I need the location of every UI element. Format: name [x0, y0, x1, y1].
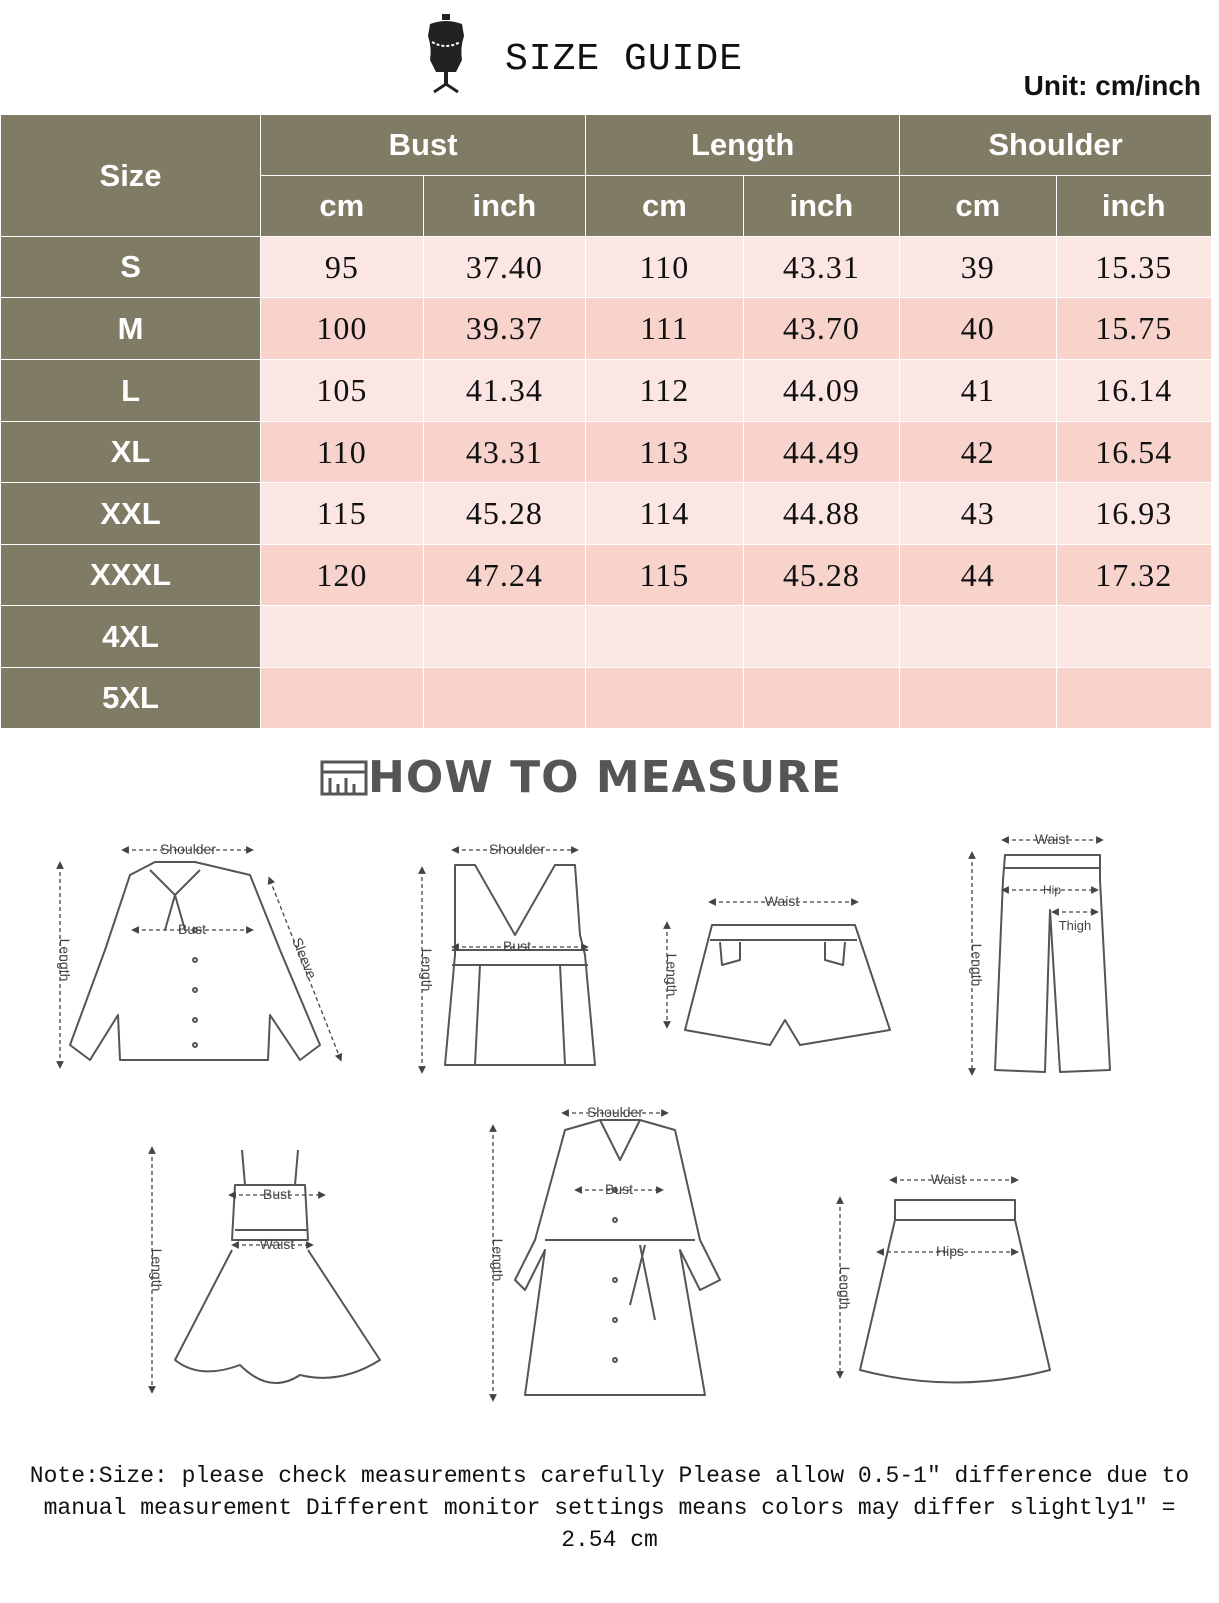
page-title: SIZE GUIDE [505, 38, 744, 81]
dress-diagram [175, 1150, 380, 1383]
table-cell: 112 [586, 360, 743, 422]
blouse-diagram [70, 862, 320, 1060]
table-cell: 43.70 [743, 298, 899, 360]
table-row [1, 360, 1212, 422]
ruler-icon [320, 758, 368, 798]
table-cell: 110 [261, 422, 424, 483]
table-cell [586, 668, 743, 729]
table-cell: 47.24 [423, 545, 586, 606]
size-label: M [1, 298, 261, 360]
table-row [1, 606, 1212, 668]
table-cell: 113 [586, 422, 743, 483]
table-cell: 43.31 [423, 422, 586, 483]
waist-label: Waist [1034, 831, 1070, 847]
mannequin-icon [420, 14, 472, 94]
size-label: 4XL [1, 606, 261, 668]
table-row [1, 483, 1212, 545]
size-label: S [1, 237, 261, 298]
length-label: Length [837, 1266, 853, 1310]
unit-subheader: cm [900, 176, 1056, 237]
table-cell: 16.14 [1056, 360, 1212, 422]
table-cell [900, 606, 1056, 668]
table-row [1, 545, 1212, 606]
table-cell [261, 668, 424, 729]
table-cell: 111 [586, 298, 743, 360]
how-to-measure-heading [320, 752, 842, 803]
table-row [1, 298, 1212, 360]
table-cell: 42 [900, 422, 1056, 483]
table-cell [1056, 606, 1212, 668]
table-cell [423, 668, 586, 729]
table-row [1, 668, 1212, 729]
unit-subheader: inch [1056, 176, 1212, 237]
table-cell: 15.35 [1056, 237, 1212, 298]
bust-label: Bust [262, 1186, 292, 1202]
sleeve-label: Sleeve [289, 935, 321, 981]
size-guide-header [0, 0, 1219, 110]
shoulder-label: Shoulder [586, 1104, 644, 1120]
bust-label: Bust [604, 1181, 634, 1197]
table-cell: 95 [261, 237, 424, 298]
shoulder-label: Shoulder [159, 841, 217, 857]
table-cell: 39 [900, 237, 1056, 298]
table-cell [586, 606, 743, 668]
table-cell: 115 [261, 483, 424, 545]
table-cell: 105 [261, 360, 424, 422]
size-column-header: Size [1, 115, 261, 237]
length-label: Length [664, 953, 680, 997]
table-cell: 16.93 [1056, 483, 1212, 545]
length-label: Length [419, 948, 435, 992]
table-cell: 120 [261, 545, 424, 606]
shoulder-label: Shoulder [488, 841, 546, 857]
tank-top-diagram [445, 865, 595, 1065]
table-cell: 44.49 [743, 422, 899, 483]
table-cell: 37.40 [423, 237, 586, 298]
table-row [1, 237, 1212, 298]
unit-subheader: cm [586, 176, 743, 237]
waist-label: Waist [259, 1236, 295, 1252]
table-cell: 40 [900, 298, 1056, 360]
table-row [1, 422, 1212, 483]
garment-diagrams [0, 820, 1219, 1420]
table-cell [261, 606, 424, 668]
length-label: Length [57, 938, 73, 982]
trench-coat-diagram [515, 1120, 720, 1395]
size-label: XL [1, 422, 261, 483]
waist-label: Waist [930, 1171, 966, 1187]
table-cell: 44 [900, 545, 1056, 606]
table-cell: 41.34 [423, 360, 586, 422]
table-cell: 15.75 [1056, 298, 1212, 360]
bust-group-header: Bust [261, 115, 586, 176]
table-cell: 110 [586, 237, 743, 298]
bust-label: Bust [177, 921, 207, 937]
table-cell: 114 [586, 483, 743, 545]
size-table [0, 114, 1212, 729]
table-cell [423, 606, 586, 668]
how-to-measure-title: HOW TO MEASURE [368, 752, 843, 803]
length-label: Length [969, 943, 985, 987]
size-label: XXXL [1, 545, 261, 606]
table-cell [1056, 668, 1212, 729]
length-label: Length [490, 1238, 506, 1282]
waist-label: Waist [764, 893, 800, 909]
length-group-header: Length [586, 115, 900, 176]
table-cell [900, 668, 1056, 729]
shorts-diagram [685, 925, 890, 1045]
unit-subheader: inch [423, 176, 586, 237]
bust-label: Bust [502, 938, 532, 954]
table-cell: 43 [900, 483, 1056, 545]
table-cell: 17.32 [1056, 545, 1212, 606]
size-label: XXL [1, 483, 261, 545]
hips-label: Hips [935, 1243, 965, 1259]
hip-label: Hip [1042, 883, 1062, 897]
unit-subheader: cm [261, 176, 424, 237]
length-label: Length [149, 1248, 165, 1292]
table-cell: 115 [586, 545, 743, 606]
table-cell [743, 668, 899, 729]
size-label: L [1, 360, 261, 422]
table-cell: 41 [900, 360, 1056, 422]
table-cell: 100 [261, 298, 424, 360]
skirt-diagram [860, 1200, 1050, 1383]
size-note: Note:Size: please check measurements carefully Please allow 0.5-1″ difference due to manual measurement Different monitor settings means colors may differ slightly1″ = 2.54 cm [29, 1463, 1190, 1553]
table-cell: 44.88 [743, 483, 899, 545]
size-label: 5XL [1, 668, 261, 729]
table-cell: 39.37 [423, 298, 586, 360]
table-cell: 45.28 [743, 545, 899, 606]
table-cell: 43.31 [743, 237, 899, 298]
shoulder-group-header: Shoulder [900, 115, 1212, 176]
table-cell [743, 606, 899, 668]
unit-label: Unit: cm/inch [1023, 70, 1201, 101]
thigh-label: Thigh [1058, 918, 1092, 933]
table-cell: 45.28 [423, 483, 586, 545]
table-cell: 16.54 [1056, 422, 1212, 483]
table-cell: 44.09 [743, 360, 899, 422]
unit-subheader: inch [743, 176, 899, 237]
